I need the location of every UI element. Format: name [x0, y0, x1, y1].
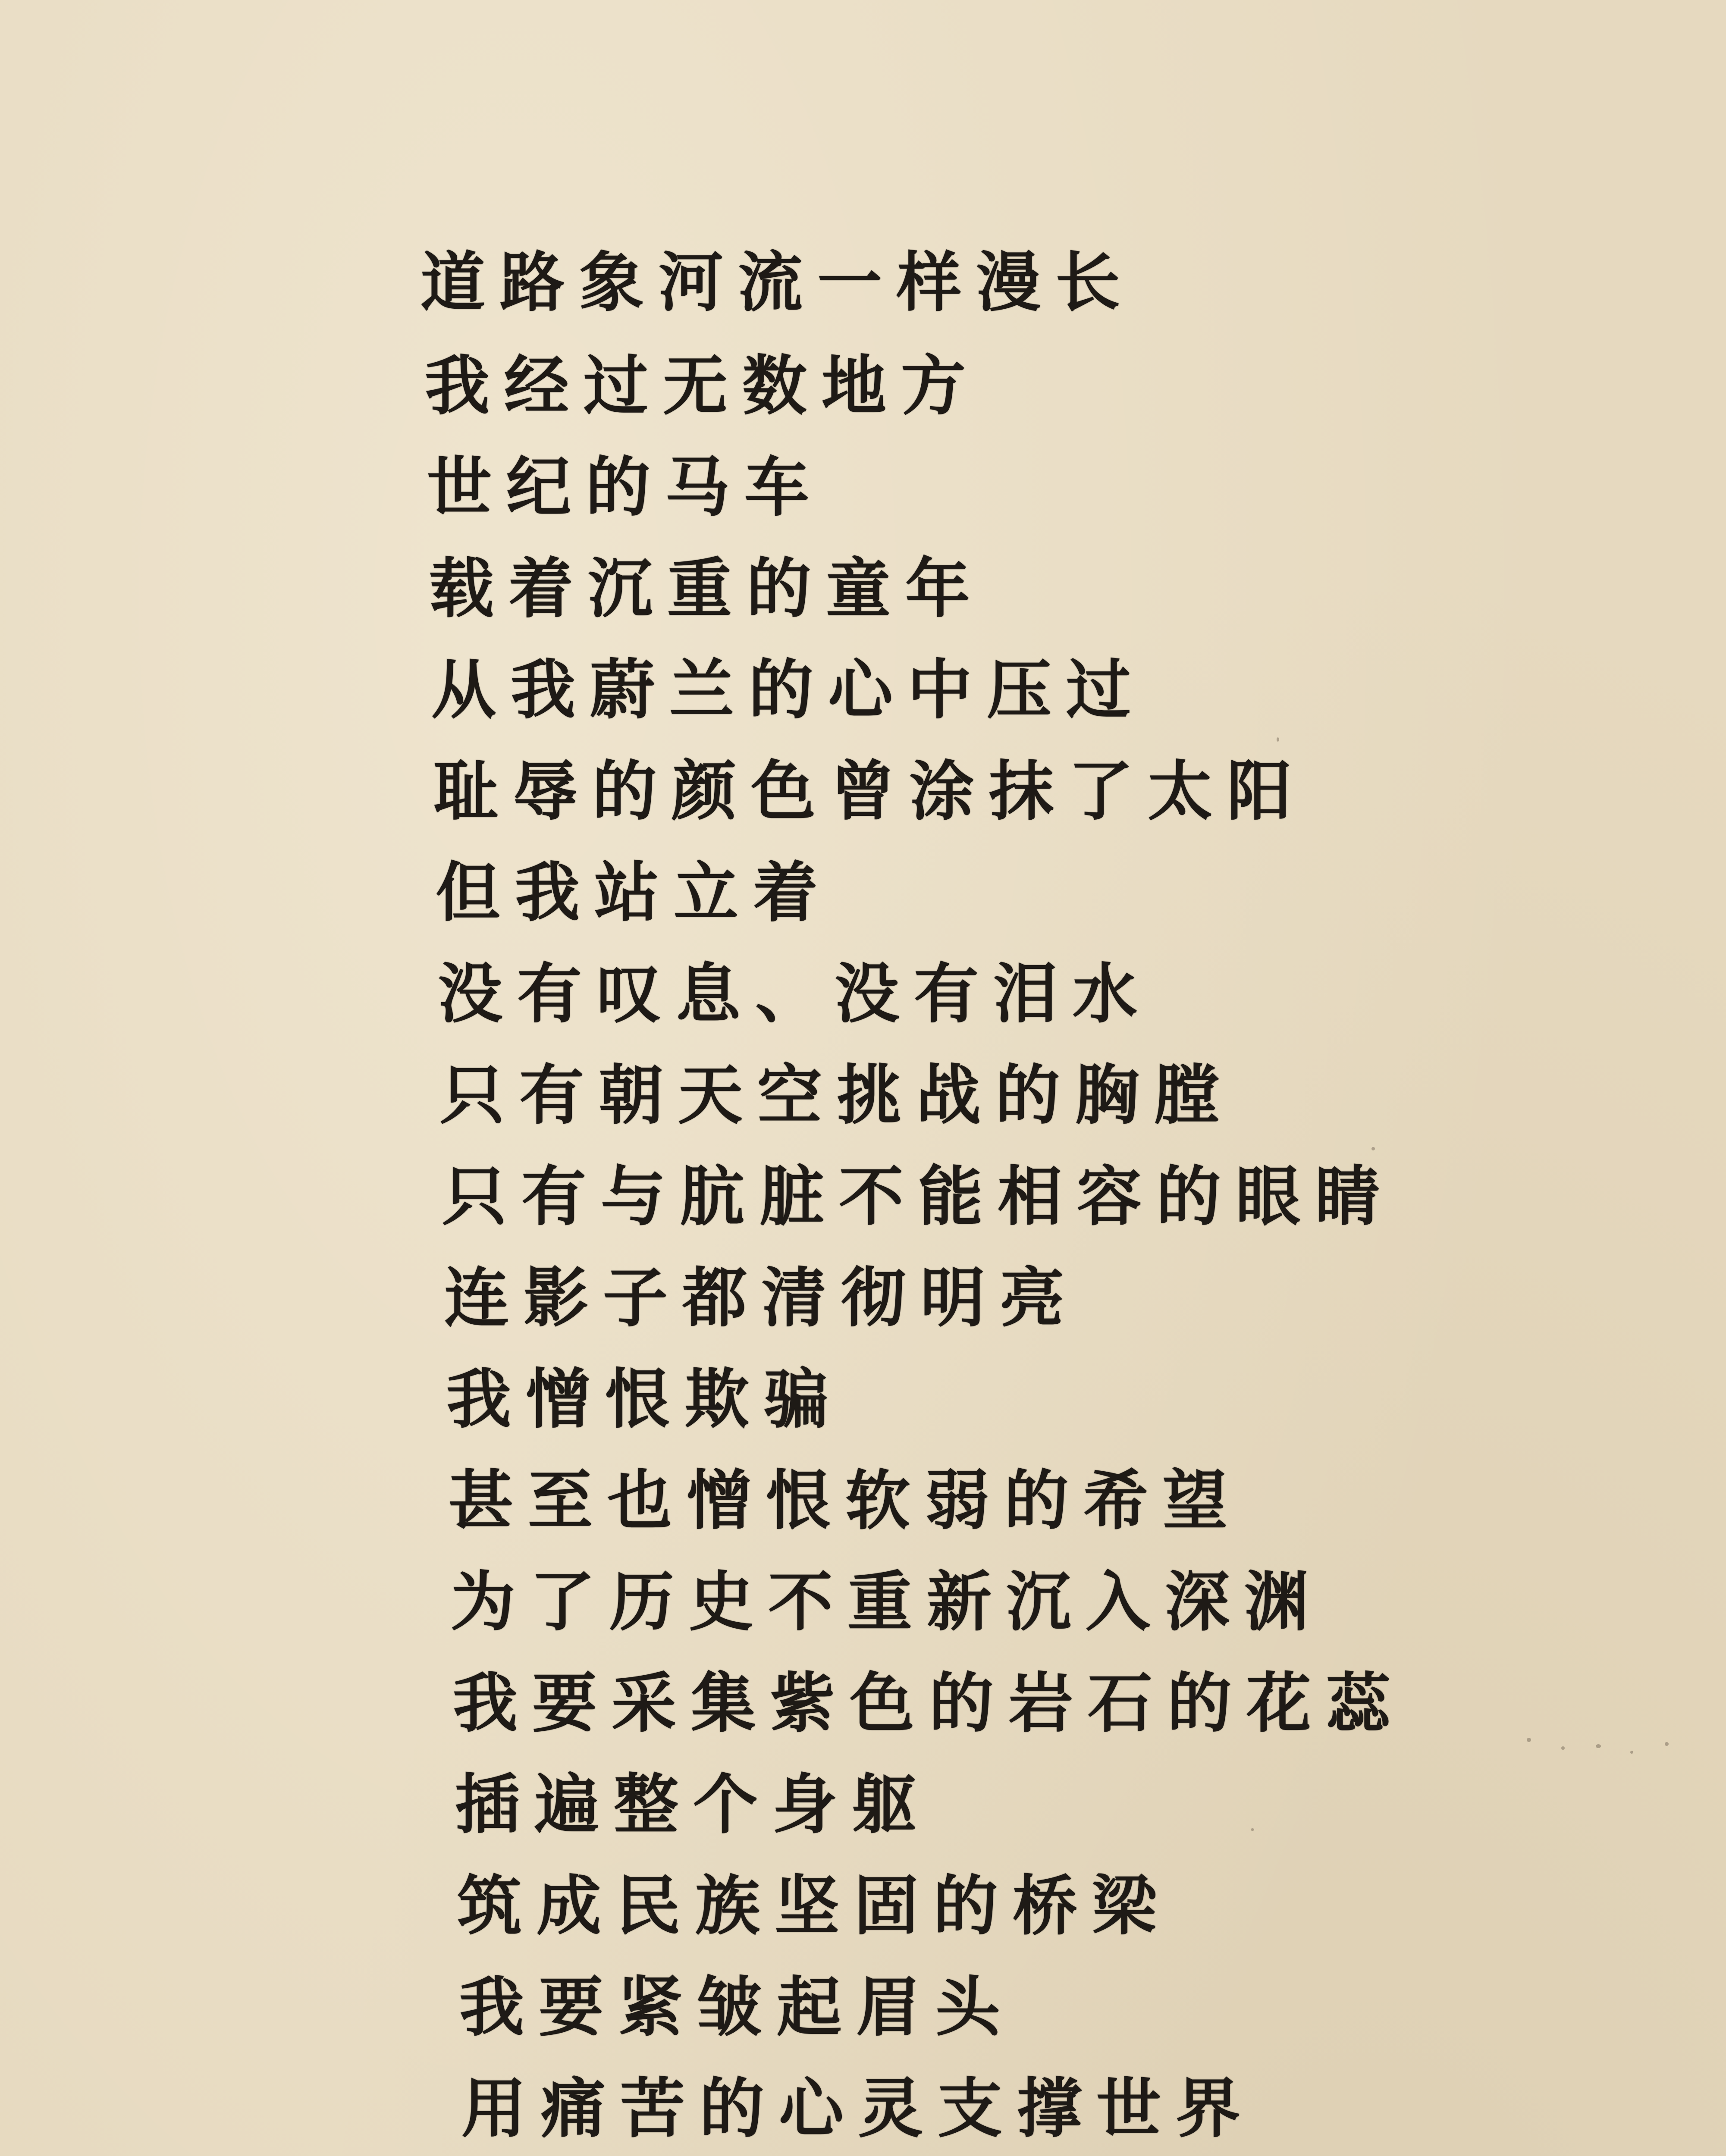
paper-speck: [1561, 1746, 1565, 1750]
poem-line: 没有叹息、没有泪水: [438, 956, 1152, 1032]
paper-speck: [1277, 737, 1279, 742]
poem-line: 为了历史不重新沉入深渊: [451, 1564, 1324, 1640]
poem-line: 从我蔚兰的心中压过: [431, 652, 1146, 728]
poem-line: 道路象河流一样漫长: [421, 244, 1135, 320]
poem-line: 我经过无数地方: [425, 348, 981, 424]
poem-line: 但我站立着: [436, 855, 833, 931]
poem-line: 只有与肮脏不能相容的眼睛: [442, 1159, 1395, 1235]
poem-line: 插遍整个身躯: [455, 1767, 932, 1843]
poem-line: 耻辱的颜色曾涂抹了太阳: [433, 753, 1307, 829]
poem-line: 我要采集紫色的岩石的花蕊: [453, 1665, 1406, 1741]
poem-line: 用痛苦的心灵支撑世界: [461, 2071, 1255, 2147]
poem-line: 世纪的马车: [427, 449, 824, 525]
paper-speck: [1665, 1742, 1669, 1746]
poem-line: 我要紧皱起眉头: [459, 1969, 1015, 2045]
paper-speck: [1630, 1751, 1633, 1754]
poem-line: 连影子都清彻明亮: [444, 1260, 1080, 1336]
paper-speck: [1527, 1738, 1531, 1742]
poem-line: 我憎恨欺骗: [446, 1361, 844, 1437]
poem-line: 筑成民族坚固的桥梁: [457, 1868, 1172, 1944]
paper-speck: [1251, 1828, 1254, 1831]
paper-speck: [1371, 1147, 1375, 1150]
poem-line: 只有朝天空挑战的胸膛: [440, 1057, 1234, 1133]
poem-line: 载着沉重的童年: [429, 551, 985, 627]
paper-speck: [1596, 1744, 1601, 1748]
poem-line: 甚至也憎恨软弱的希望: [449, 1463, 1243, 1539]
